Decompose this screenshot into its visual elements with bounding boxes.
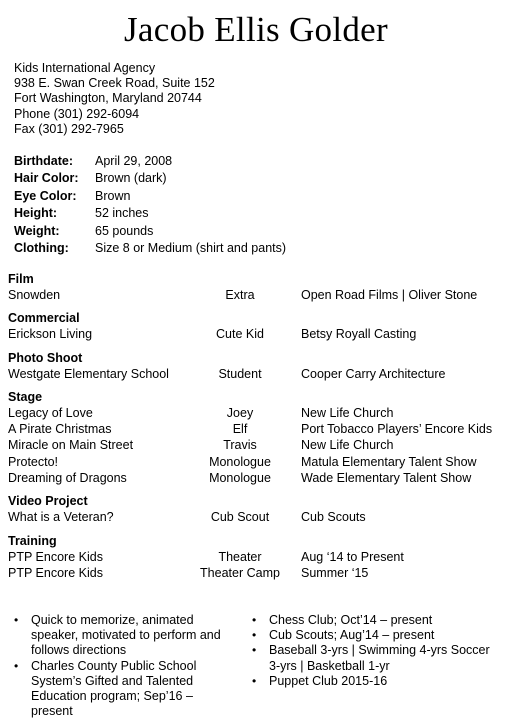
section-title: Commercial (8, 311, 80, 326)
credit-role: Monologue (209, 471, 271, 486)
section-title: Film (8, 272, 34, 286)
credit-row (8, 405, 508, 421)
credit-title: Erickson Living (8, 327, 93, 342)
credit-company: Betsy Royall Casting (301, 327, 417, 342)
stat-row (14, 188, 286, 205)
section-film (8, 271, 508, 303)
credit-title: What is a Veteran? (8, 510, 114, 525)
agency-contact-block (14, 61, 215, 137)
credit-row (8, 366, 508, 382)
physical-stats (14, 153, 286, 257)
credit-title: Protecto! (8, 454, 59, 469)
credit-company: New Life Church (301, 438, 394, 453)
stat-row (14, 205, 286, 222)
credit-company: New Life Church (301, 405, 394, 420)
credit-row (8, 565, 508, 581)
credit-title: A Pirate Christmas (8, 422, 112, 437)
credit-role: Joey (226, 405, 254, 420)
bullet-item (252, 628, 502, 643)
section-stage (8, 389, 508, 486)
bullet-icon: • (14, 613, 19, 627)
bullet-text: Charles County Public School System’s Gifted and Talented Education program; Sep’16 – present (31, 658, 197, 719)
agency-phone: Phone (301) 292-6094 (14, 106, 140, 121)
bullet-text: Puppet Club 2015-16 (269, 673, 388, 688)
credit-company: Matula Elementary Talent Show (301, 454, 477, 469)
stat-value: Brown (95, 188, 131, 203)
credit-row (8, 287, 508, 303)
credit-role: Elf (232, 422, 248, 437)
credit-title: Miracle on Main Street (8, 438, 134, 453)
skills-left-column (14, 613, 236, 719)
bullet-icon: • (14, 658, 19, 673)
section-commercial (8, 310, 508, 342)
agency-address-street: 938 E. Swan Creek Road, Suite 152 (14, 76, 215, 91)
credit-row (8, 326, 508, 342)
section-title: Photo Shoot (8, 350, 83, 365)
credit-company: Cub Scouts (301, 510, 366, 525)
bullet-icon: • (252, 643, 257, 658)
bullet-item (252, 613, 502, 628)
credit-row (8, 454, 508, 470)
agency-address-city: Fort Washington, Maryland 20744 (14, 91, 202, 106)
stat-row (14, 240, 286, 257)
bullet-item (14, 659, 236, 720)
stat-label: Birthdate: (14, 154, 74, 168)
agency-name: Kids International Agency (14, 61, 156, 75)
stat-row (14, 153, 286, 170)
bullet-icon: • (252, 628, 257, 643)
stat-label: Weight: (14, 223, 60, 238)
credit-row (8, 509, 508, 525)
credit-company: Cooper Carry Architecture (301, 366, 446, 381)
stat-row (14, 223, 286, 240)
credit-title: Snowden (8, 288, 61, 302)
credit-title: Dreaming of Dragons (8, 471, 127, 486)
credit-role: Cute Kid (216, 327, 264, 342)
bullet-item (14, 613, 236, 659)
stat-label: Height: (14, 206, 58, 221)
bullet-text: Cub Scouts; Aug’14 – present (269, 628, 435, 643)
bullet-item (252, 674, 502, 689)
credit-role: Theater (218, 549, 262, 564)
credit-title: PTP Encore Kids (8, 565, 103, 580)
section-photo-shoot (8, 350, 508, 382)
credit-role: Student (218, 366, 262, 381)
section-title: Stage (8, 389, 43, 404)
stat-value: April 29, 2008 (95, 154, 173, 168)
credit-role: Extra (225, 288, 255, 302)
section-training (8, 533, 508, 582)
credit-title: Legacy of Love (8, 405, 93, 420)
section-video-project (8, 493, 508, 525)
credit-title: PTP Encore Kids (8, 549, 103, 564)
stat-value: 65 pounds (95, 223, 154, 238)
resume-name: Jacob Ellis Golder (124, 10, 388, 49)
credit-company: Summer ‘15 (301, 565, 369, 580)
stat-row (14, 170, 286, 187)
stat-label: Clothing: (14, 240, 69, 255)
credit-title: Westgate Elementary School (8, 366, 169, 381)
bullet-icon: • (252, 613, 257, 627)
credit-role: Theater Camp (200, 565, 280, 580)
stat-value: 52 inches (95, 206, 149, 221)
bullet-text: Chess Club; Oct’14 – present (269, 613, 433, 627)
credit-row (8, 470, 508, 486)
bullet-text: Baseball 3-yrs | Swimming 4-yrs Soccer 3-yrs | Basketball 1-yr (269, 643, 490, 673)
stat-value: Size 8 or Medium (shirt and pants) (95, 240, 287, 255)
credit-company: Port Tobacco Players’ Encore Kids (301, 422, 493, 437)
credit-company: Wade Elementary Talent Show (301, 471, 472, 486)
stat-value: Brown (dark) (95, 171, 167, 186)
bullet-icon: • (252, 673, 257, 688)
credit-row (8, 549, 508, 565)
credit-role: Monologue (209, 454, 271, 469)
bullet-item (252, 643, 502, 673)
credit-row (8, 437, 508, 453)
agency-fax: Fax (301) 292-7965 (14, 121, 124, 136)
credit-role: Cub Scout (210, 510, 270, 525)
stat-label: Hair Color: (14, 171, 79, 186)
section-title: Training (8, 533, 57, 548)
section-title: Video Project (8, 494, 88, 509)
credit-company: Open Road Films | Oliver Stone (301, 288, 478, 302)
skills-right-column (252, 613, 502, 689)
bullet-text: Quick to memorize, animated speaker, motivated to perform and follows directions (31, 613, 221, 658)
stat-label: Eye Color: (14, 188, 77, 203)
credit-role: Travis (223, 438, 257, 453)
credit-company: Aug ‘14 to Present (301, 549, 404, 564)
credit-row (8, 421, 508, 437)
credits-sections (8, 271, 508, 588)
